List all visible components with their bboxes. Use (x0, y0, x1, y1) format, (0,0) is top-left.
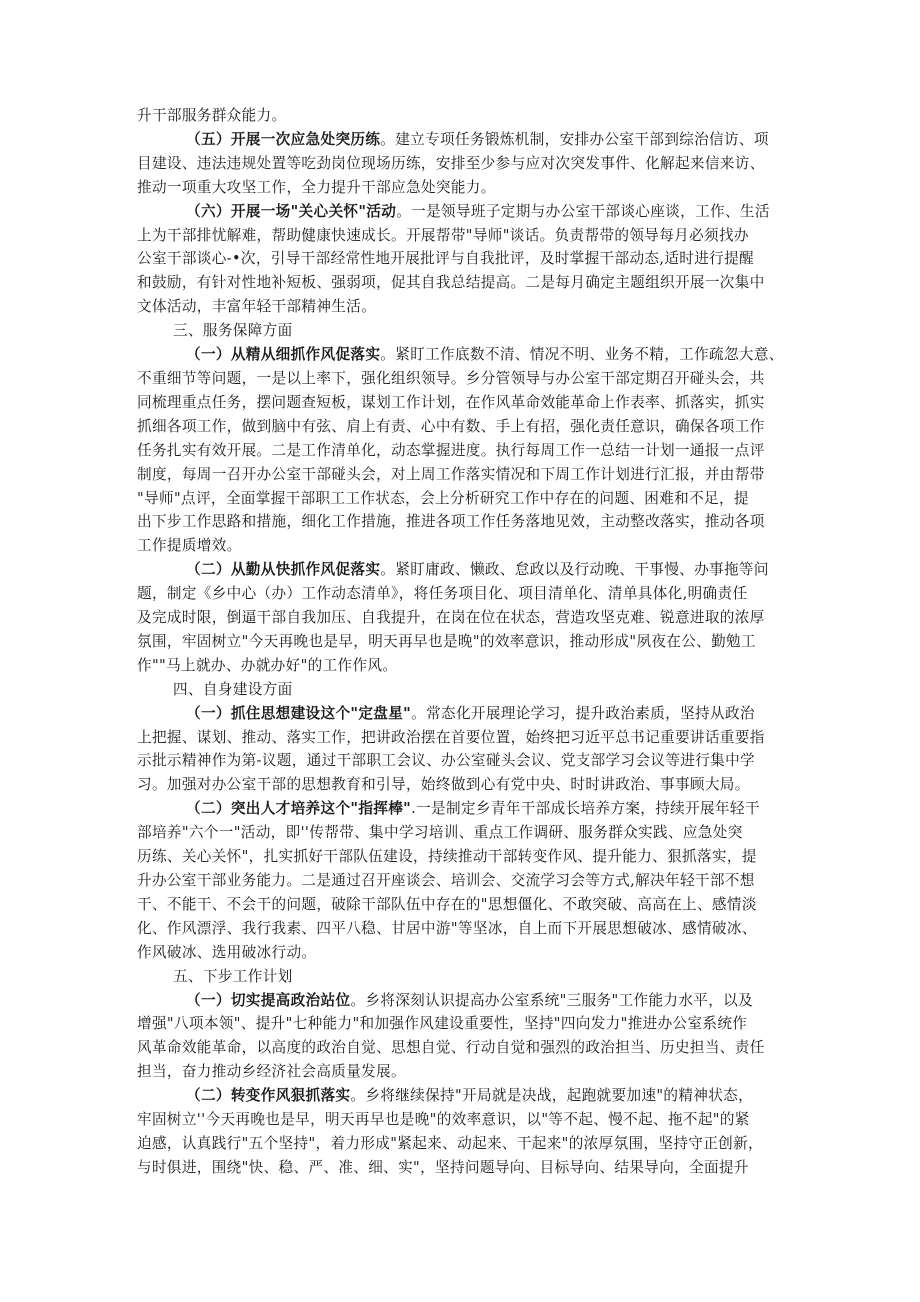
item-heading: （六）开展一场"关心关怀"活动 (186, 202, 397, 220)
text-line: 和鼓励，有针对性地补短板、强弱项，促其自我总结提高。二是每月确定主题组织开展一次集中 (137, 274, 765, 292)
paragraph-line (137, 1084, 794, 1108)
text-line: 牢固树立''今天再晚也是早，明天再早也是晚"的效率意识，以"等不起、慢不起、拖不起"的紧 (137, 1111, 750, 1129)
text-line: "导师"点评，全面掌握干部职工工作状态，会上分析研究工作中存在的问题、困难和不足，提 (137, 489, 749, 507)
text-line: 风革命效能革命，以高度的政治自觉、思想自觉、行动自觉和强烈的政治担当、历史担当、责任 (137, 1039, 765, 1057)
item-heading: （二）转变作风狠抓落实 (186, 1087, 351, 1105)
text-line: 抓细各项工作，做到脑中有弦、肩上有责、心中有数、手上有招，强化责任意识，确保各项工作 (137, 417, 765, 435)
text-line: 目建设、违法违规处置等吃劲岗位现场历练，安排至少参与应对次突发事件、化解起来信来访、 (137, 154, 765, 172)
text-line: 担当，奋力推动乡经济社会高质量发展。 (137, 1063, 406, 1081)
section-heading: 五、下步工作计划 (173, 967, 293, 985)
text-line: 及完成时限，倒逼干部自我加压、自我提升，在岗在位在状态，营造攻坚克难、锐意进取的浓厚 (137, 609, 765, 627)
item-heading: （二）从勤从快抓作风促落实 (186, 561, 381, 579)
text-line: 公室干部谈心-•次，引导干部经常性地开展批评与自我批评，及时掌握干部动态,适时进行提醒 (137, 250, 754, 268)
text-line: 上把握、谋划、推动、落实工作，把讲政治摆在首要位置，始终把习近平总书记重要讲话重要指 (137, 728, 765, 746)
text-line: 出下步工作思路和措施，细化工作措施，推进各项工作任务落地见效，主动整改落实，推动各项 (137, 513, 765, 531)
item-heading: （一）抓住思想建设这个"定盘星" (186, 704, 412, 722)
text-line: 部培养"六个一"活动，即''传帮带、集中学习培训、重点工作调研、服务群众实践、应急处突 (137, 824, 743, 842)
section-heading: 三、服务保障方面 (173, 322, 293, 340)
text-line: 迫感，认真践行"五个坚持"，着力形成"紧起来、动起来、干起来"的浓厚氛围，坚持守正创新， (137, 1134, 764, 1152)
text-line: 工作提质增效。 (137, 537, 242, 555)
paragraph-line (137, 989, 794, 1013)
text-line: 升办公室干部业务能力。二是通过召开座谈会、培训会、交流学习会等方式,解决年轻干部不想 (137, 872, 755, 889)
paragraph-line (137, 128, 794, 152)
text-line: 作风破冰、选用破冰行动。 (137, 943, 317, 961)
text-line: 制度，每周一召开办公室干部碰头会，对上周工作落实情况和下周工作计划进行汇报，并由帮带 (137, 465, 765, 483)
text-segment: 。建立专项任务锻炼机制，安排办公室干部到综治信访、项 (380, 130, 769, 148)
text-line: 上为干部排忧解难，帮助健康快速成长。开展帮带"导师"谈话。负责帮带的领导每月必须找办 (137, 226, 749, 244)
text-line: 化、作风漂浮、我行我素、四平八稳、甘居中游"等坚冰，自上而下开展思想破冰、感情破冰、 (137, 919, 757, 937)
text-segment: 。一是领导班子定期与办公室干部谈心座谈，工作、生活 (396, 202, 770, 220)
text-segment: 。乡将继续保持"开局就是决战，起跑就要加速"的精神状态， (350, 1087, 754, 1105)
text-segment: .一是制定乡青年干部成长培养方案，持续开展年轻干 (411, 800, 760, 818)
text-line: 同梳理重点任务，摆问题查短板，谋划工作计划，在作风革命效能革命上作表率、抓落实，抓实 (137, 393, 765, 411)
paragraph-line (137, 200, 794, 224)
text-line: 推动一项重大攻坚工作，全力提升干部应急处突能力。 (137, 178, 496, 196)
text-segment: 。乡将深刻认识提高办公室系统"三服务"工作能力水平，以及 (350, 991, 754, 1009)
item-heading: （二）突出人才培养这个"指挥棒" (186, 800, 412, 818)
text-segment: 。常态化开展理论学习，提升政治素质，坚持从政治 (411, 704, 755, 722)
text-line: 干、不能干、不会干的问题，破除干部队伍中存在的"思想僵化、不敢突破、高高在上、感情淡 (137, 895, 757, 913)
section-heading: 四、自身建设方面 (173, 680, 293, 698)
paragraph-line (137, 702, 794, 726)
text-line: 示批示精神作为第-议题，通过干部职工会议、办公室碰头会议、党支部学习会议等进行集中学 (137, 752, 755, 770)
paragraph-line (137, 343, 794, 367)
text-line: 与时俱进，围绕"快、稳、严、准、细、实"，坚持问题导向、目标导向、结果导向，全面提升 (137, 1158, 749, 1176)
text-line: 升干部服务群众能力。 (137, 107, 287, 124)
item-heading: （一）从精从细抓作风促落实 (186, 346, 381, 364)
paragraph-line (137, 797, 794, 821)
item-heading: （一）切实提高政治站位 (186, 991, 351, 1009)
text-line: 氛围，牢固树立"今天再晚也是早，明天再早也是晚"的效率意识，推动形成"夙夜在公、勤勉工 (137, 632, 756, 650)
text-segment: 。紧盯庸政、懒政、怠政以及行动晚、干事慢、办事拖等问 (380, 561, 769, 579)
text-line: 不重细节等问题，一是以上率下，强化组织领导。乡分管领导与办公室干部定期召开碰头会，共 (137, 369, 765, 387)
text-line: 习。加强对办公室干部的思想教育和引导，始终做到心有党中央、时时讲政治、事事顾大局。 (137, 776, 750, 794)
text-segment: 。紧盯工作底数不清、情况不明、业务不精，工作疏忽大意、 (380, 346, 784, 364)
paragraph-line (137, 558, 794, 582)
text-line: 任务扎实有效开展。二是工作清单化，动态掌握进度。执行每周工作一总结一计划一通报一点评 (137, 441, 765, 459)
text-line: 历练、关心关怀"，扎实抓好干部队伍建设，持续推动干部转变作风、提升能力、狠抓落实，提 (137, 848, 757, 866)
text-line: 文体活动，丰富年轻干部精神生活。 (137, 298, 377, 316)
text-line: 增强"八项本领"、提升"七种能力"和加强作风建设重要性，坚持"四向发力"推进办公室系统作 (137, 1015, 748, 1033)
item-heading: （五）开展一次应急处突历练 (186, 130, 381, 148)
text-line: 题，制定《乡中心（办）工作动态清单》，将任务项目化、项目清单化、清单具体化,明确责任 (137, 585, 748, 603)
text-line: 作""马上就办、办就办好"的工作作风。 (137, 656, 398, 674)
